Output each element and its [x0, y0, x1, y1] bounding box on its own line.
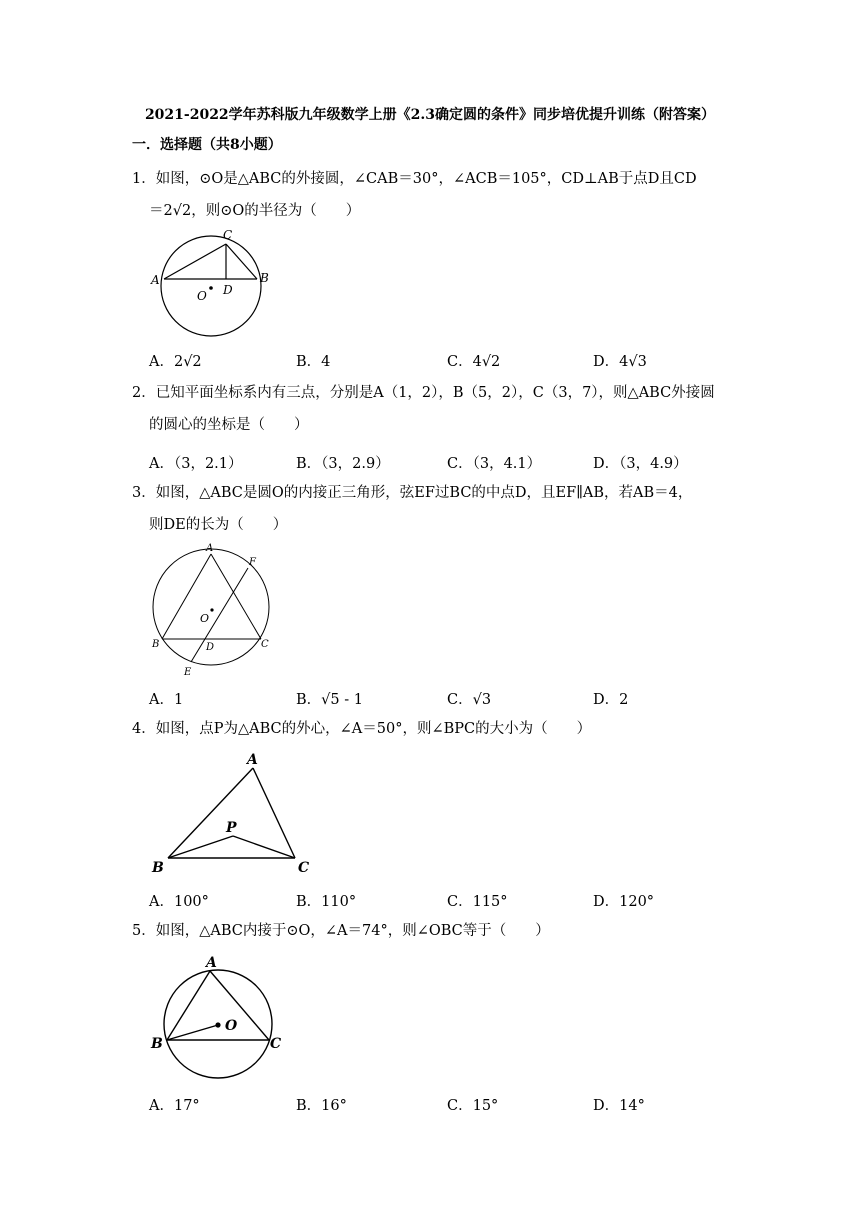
- question-3-option-b: B．√5 - 1: [296, 692, 363, 708]
- question-4-line-1: 4．如图，点P为△ABC的外心，∠A＝50°，则∠BPC的大小为（ ）: [132, 721, 592, 737]
- label-f: F: [249, 557, 256, 568]
- label-o: O: [225, 1018, 238, 1034]
- segment-ac: [253, 768, 295, 858]
- label-c: C: [261, 639, 269, 650]
- label-b: B: [151, 1036, 163, 1052]
- center-dot: [215, 1022, 220, 1027]
- question-1-option-a: A．2√2: [149, 354, 202, 370]
- label-d: D: [223, 283, 233, 297]
- question-1-line-2: ＝2√2，则⊙O的半径为（ ）: [149, 203, 361, 219]
- question-2-line-1: 2．已知平面坐标系内有三点，分别是A（1，2），B（5，2），C（3，7），则△ABC外接圆: [132, 385, 715, 401]
- segment-ab: [168, 768, 253, 858]
- question-4-figure: [148, 750, 318, 878]
- question-3-figure: [148, 544, 278, 682]
- question-3-option-a: A．1: [149, 692, 184, 708]
- label-a: A: [206, 955, 217, 971]
- label-a: A: [247, 752, 258, 768]
- section-heading: 一．选择题（共8小题）: [132, 137, 282, 153]
- question-4-option-a: A．100°: [149, 894, 209, 910]
- question-5-option-c: C．15°: [447, 1098, 499, 1114]
- label-e: E: [184, 667, 192, 678]
- question-5-figure: [148, 952, 293, 1082]
- question-2-option-b: B．（3，2.9）: [296, 456, 390, 472]
- label-o: O: [197, 289, 207, 303]
- question-5-option-d: D．14°: [593, 1098, 645, 1114]
- question-4-option-b: B．110°: [296, 894, 357, 910]
- question-3-line-2: 则DE的长为（ ）: [149, 517, 288, 533]
- segment-ac: [210, 971, 269, 1040]
- question-1-option-c: C．4√2: [447, 354, 501, 370]
- question-5-option-b: B．16°: [296, 1098, 347, 1114]
- question-4-option-d: D．120°: [593, 894, 655, 910]
- question-3-option-d: D．2: [593, 692, 629, 708]
- center-dot: [210, 608, 213, 611]
- question-3-option-c: C．√3: [447, 692, 492, 708]
- question-2-option-c: C．（3，4.1）: [447, 456, 542, 472]
- segment-bc: [226, 244, 257, 279]
- center-dot: [209, 286, 213, 290]
- question-1-option-d: D．4√3: [593, 354, 647, 370]
- document-title: 2021-2022学年苏科版九年级数学上册《2.3确定圆的条件》同步培优提升训练（附答案）: [144, 107, 716, 123]
- label-c: C: [270, 1036, 282, 1052]
- circumcircle: [161, 236, 261, 336]
- label-c: C: [223, 228, 233, 242]
- question-1-figure: [150, 226, 275, 344]
- question-2-option-d: D．（3，4.9）: [593, 456, 688, 472]
- question-3-line-1: 3．如图，△ABC是圆O的内接正三角形，弦EF过BC的中点D，且EF∥AB，若AB＝4，: [132, 485, 693, 501]
- question-1-line-1: 1．如图，⊙O是△ABC的外接圆，∠CAB＝30°，∠ACB＝105°，CD⊥AB于点D且CD: [132, 171, 697, 187]
- question-4-option-c: C．115°: [447, 894, 508, 910]
- label-d: D: [206, 642, 215, 653]
- label-c: C: [298, 860, 310, 876]
- label-b: B: [152, 639, 160, 650]
- question-2-option-a: A．（3，2.1）: [149, 456, 243, 472]
- question-2-line-2: 的圆心的坐标是（ ）: [149, 417, 309, 433]
- question-5-option-a: A．17°: [149, 1098, 200, 1114]
- label-a: A: [206, 543, 214, 554]
- question-1-option-b: B．4: [296, 354, 331, 370]
- question-5-line-1: 5．如图，△ABC内接于⊙O，∠A＝74°，则∠OBC等于（ ）: [132, 923, 550, 939]
- label-a: A: [151, 273, 160, 287]
- segment-ac: [164, 244, 226, 279]
- label-o: O: [200, 612, 210, 625]
- label-b: B: [152, 860, 164, 876]
- label-p: P: [226, 820, 237, 836]
- label-b: B: [260, 271, 269, 285]
